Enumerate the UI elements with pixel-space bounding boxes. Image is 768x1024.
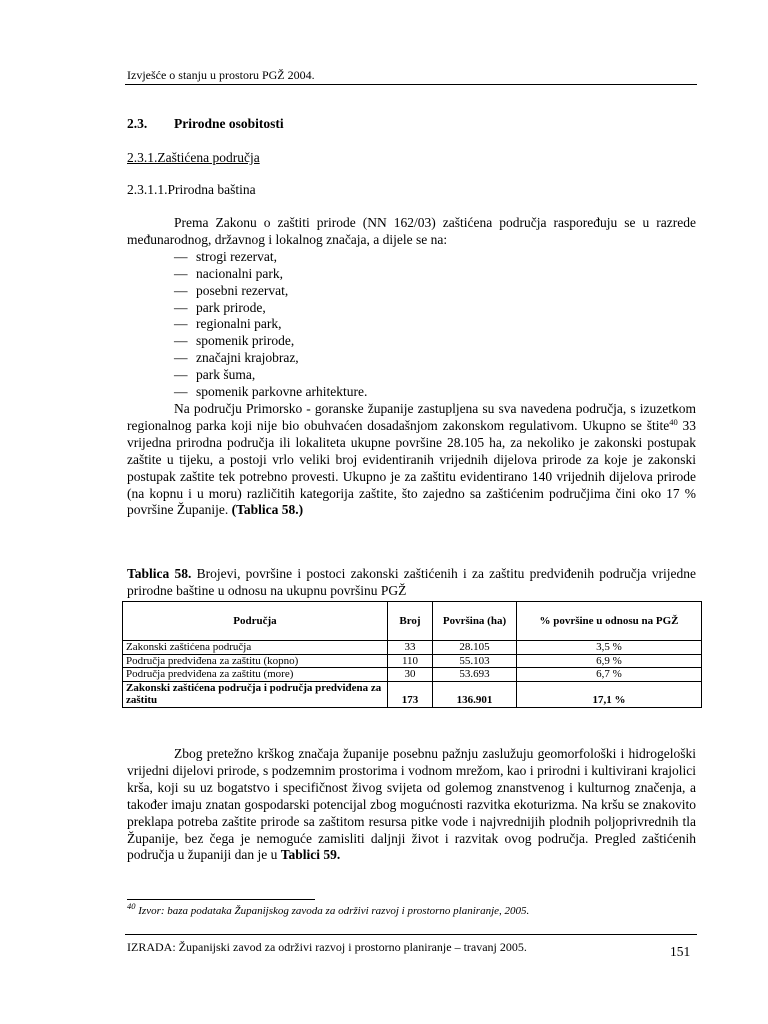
protected-area-list bbox=[127, 249, 696, 401]
list-item: — značajni krajobraz, bbox=[174, 350, 299, 366]
section-number: 2.3. bbox=[127, 116, 148, 131]
section-title: Prirodne osobitosti bbox=[174, 116, 284, 131]
running-footer: IZRADA: Županijski zavod za održivi razvoj i prostorno planiranje – travanj 2005. bbox=[127, 940, 527, 954]
body-text-bottom bbox=[127, 746, 696, 864]
list-item: — park prirode, bbox=[174, 299, 266, 315]
table-reference: (Tablica 58.) bbox=[231, 502, 304, 518]
page-number: 151 bbox=[670, 944, 691, 959]
table-caption: Tablica 58. Brojevi, površine i postoci zakonski zaštićenih i za zaštitu predviđenih područja vrijedne prirodne baštine u odnosu na ukupnu površinu PGŽ bbox=[127, 566, 696, 598]
intro-paragraph: Prema Zakonu o zaštiti prirode (NN 162/03) zaštićena područja raspoređuju se u razrede međunarodnog, državnog i lokalnog značaja, a dijele se na: bbox=[127, 215, 696, 247]
karst-paragraph: Zbog pretežno krškog značaja županije posebnu pažnju zaslužuju geomorfološki i hidrogeloški vrijedni dijelovi prirode, s podzemnim prostorima i vodnom mrežom, kao i prirodni i kultivirani krajolici krša, koji su uz bogatstvo i specifičnost živog svijeta od golemog znanstvenog i kulturnog značenja, a također imaju znatan gospodarski potencijal zbog mogućnosti razvitka ekoturizma. Na kršu se znakovito preklapa potreba zaštite prirode sa zaštitom resursa pitke vode i najvrednijih plodnih poljoprivrednih tla Županije, bez čega je nemoguće zamisliti daljnji život i razvitak ovog područja. Pregled zaštićenih područja u županiji dan je u Tablici 59. bbox=[127, 746, 696, 863]
list-item: — posebni rezervat, bbox=[174, 282, 289, 298]
column-header: Područja bbox=[123, 602, 388, 641]
table-total-row: Zakonski zaštićena područja i područja predviđena za zaštitu 173 136.901 17,1 % bbox=[123, 681, 702, 707]
summary-paragraph: Na području Primorsko - goranske županije zastupljena su sva navedena područja, s izuzetkom regionalnog parka koji nije bio obuhvaćen dosadašnjom zakonskom regulativom. Ukupno se štite$^{40}$ 33 vrijedna prirodna područja ili lokaliteta ukupne površine 28.105 ha, za nekoliko je zakonski postupak zaštite u tijeku, a postoji vrlo veliki broj evidentiranih vrijednih dijelova prirode za koje je zakonski postupak zaštite tek potrebno provesti. Ukupno je za zaštitu evidentirano 140 vrijednih dijelova prirode (na kopnu i u moru) različitih kategorija zaštite, što zajedno sa zaštićenim područjima čini oko 17 % površine Županije. (Tablica 58.) bbox=[127, 400, 696, 518]
list-item: — park šuma, bbox=[174, 367, 256, 383]
subsection-heading: 2.3.1.Zaštićena područja bbox=[127, 150, 260, 165]
column-header: % površine u odnosu na PGŽ bbox=[517, 602, 702, 641]
footnote: $^{40}$ Izvor: baza podataka Županijskog zavoda za održivi razvoj i prostorno planiranje, 2005. bbox=[127, 901, 530, 917]
list-item: — spomenik parkovne arhitekture. bbox=[174, 384, 368, 400]
body-text-top bbox=[127, 215, 696, 519]
table-header-row bbox=[123, 602, 702, 641]
protected-areas-table bbox=[122, 601, 702, 708]
list-item: — regionalni park, bbox=[174, 316, 282, 332]
table-row: Područja predviđena za zaštitu (kopno) 110 55.103 6,9 % bbox=[123, 654, 702, 668]
column-header: Površina (ha) bbox=[433, 602, 517, 641]
list-item: — nacionalni park, bbox=[174, 265, 283, 281]
table-reference: Tablici 59. bbox=[280, 847, 341, 863]
list-item: — strogi rezervat, bbox=[174, 248, 277, 264]
header-rule bbox=[125, 84, 697, 85]
footer-rule bbox=[125, 934, 697, 935]
table-row: Zakonski zaštićena područja 33 28.105 3,5 % bbox=[123, 641, 702, 655]
footnote-rule bbox=[127, 899, 315, 900]
running-header: Izvješće o stanju u prostoru PGŽ 2004. bbox=[127, 68, 315, 82]
footnote-ref: 40 bbox=[669, 416, 678, 427]
table-caption-label: Tablica 58. bbox=[127, 566, 192, 581]
section-heading bbox=[127, 116, 284, 132]
subsubsection-heading: 2.3.1.1.Prirodna baština bbox=[127, 182, 256, 197]
table-row: Područja predviđena za zaštitu (more) 30 53.693 6,7 % bbox=[123, 668, 702, 682]
list-item: — spomenik prirode, bbox=[174, 333, 295, 349]
column-header: Broj bbox=[388, 602, 433, 641]
